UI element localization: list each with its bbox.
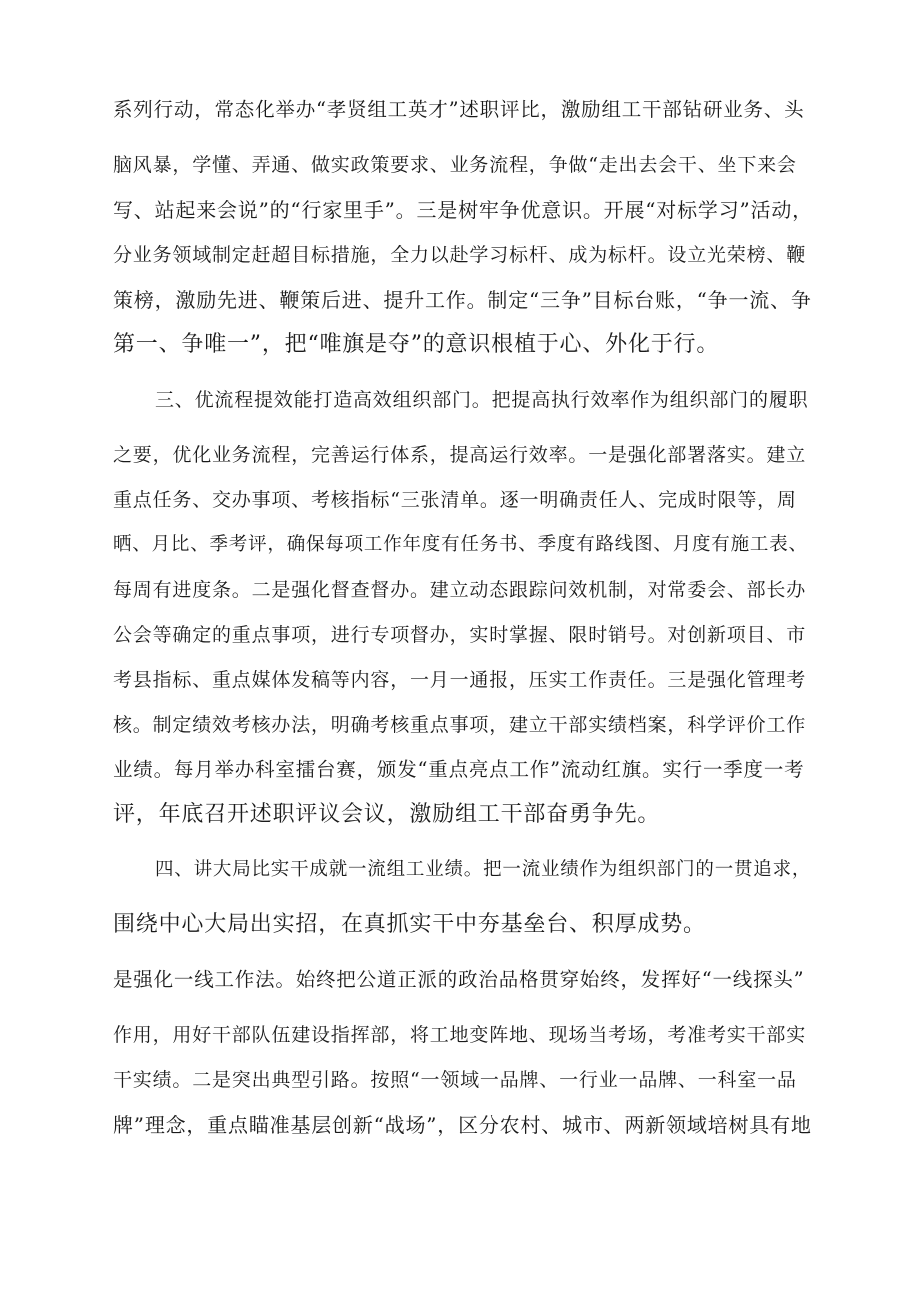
text-line: 写、站起来会说”的“行家里手”。三是树牢争优意识。开展“对标学习”活动， — [113, 198, 813, 222]
text-line: 围绕中心大局出实招，在真抓实干中夯基垒台、积厚成势。 — [113, 912, 706, 937]
text-line: 脑风暴，学懂、弄通、做实政策要求、业务流程，争做“走出去会干、坐下来会 — [113, 154, 797, 176]
text-line: 业绩。每月举办科室擂台赛，颁发“重点亮点工作”流动红旗。实行一季度一考 — [113, 758, 805, 781]
text-line: 系列行动，常态化举办“孝贤组工英才”述职评比，激励组工干部钻研业务、头 — [113, 98, 805, 121]
text-line: 作用，用好干部队伍建设指挥部，将工地变阵地、现场当考场，考准考实干部实 — [113, 1024, 807, 1046]
text-line: 干实绩。二是突出典型引路。按照“一领域一品牌、一行业一品牌、一科室一品 — [113, 1069, 797, 1091]
text-line: 策榜，激励先进、鞭策后进、提升工作。制定“三争”目标台账，“争一流、争 — [113, 288, 812, 312]
text-line: 晒、月比、季考评，确保每项工作年度有任务书、季度有路线图、月度有施工表、 — [113, 534, 808, 555]
text-line: 分业务领域制定赶超目标措施，全力以赴学习标杆、成为标杆。设立光荣榜、鞭 — [113, 244, 807, 266]
text-line: 重点任务、交办事项、考核指标“三张清单。逐一明确责任人、完成时限等，周 — [113, 489, 797, 511]
text-line: 评，年底召开述职评议会议，激励组工干部奋勇争先。 — [113, 802, 661, 827]
text-line: 之要，优化业务流程，完善运行体系，提高运行效率。一是强化部署落实。建立 — [113, 444, 807, 466]
text-line: 每周有进度条。二是强化督查督办。建立动态跟踪问效机制，对常委会、部长办 — [113, 579, 807, 601]
text-line: 公会等确定的重点事项，进行专项督办，实时掌握、限时销号。对创新项目、市 — [113, 624, 807, 646]
section-heading-line: 四、讲大局比实干成就一流组工业绩。把一流业绩作为组织部门的一贯追求， — [155, 859, 812, 880]
text-line: 牌”理念，重点瞄准基层创新“战场”，区分农村、城市、两新领域培树具有地 — [113, 1113, 812, 1137]
text-line: 核。制定绩效考核办法，明确考核重点事项，建立干部实绩档案，科学评价工作 — [113, 714, 807, 736]
text-line: 考县指标、重点媒体发稿等内容，一月一通报，压实工作责任。三是强化管理考 — [113, 669, 807, 691]
text-line: 第一、争唯一”，把“唯旗是夺”的意识根植于心、外化于行。 — [113, 332, 720, 357]
section-heading-line: 三、优流程提效能打造高效组织部门。把提高执行效率作为组织部门的履职 — [155, 389, 809, 411]
text-line: 是强化一线工作法。始终把公道正派的政治品格贯穿始终，发挥好“一线探头” — [113, 968, 805, 991]
